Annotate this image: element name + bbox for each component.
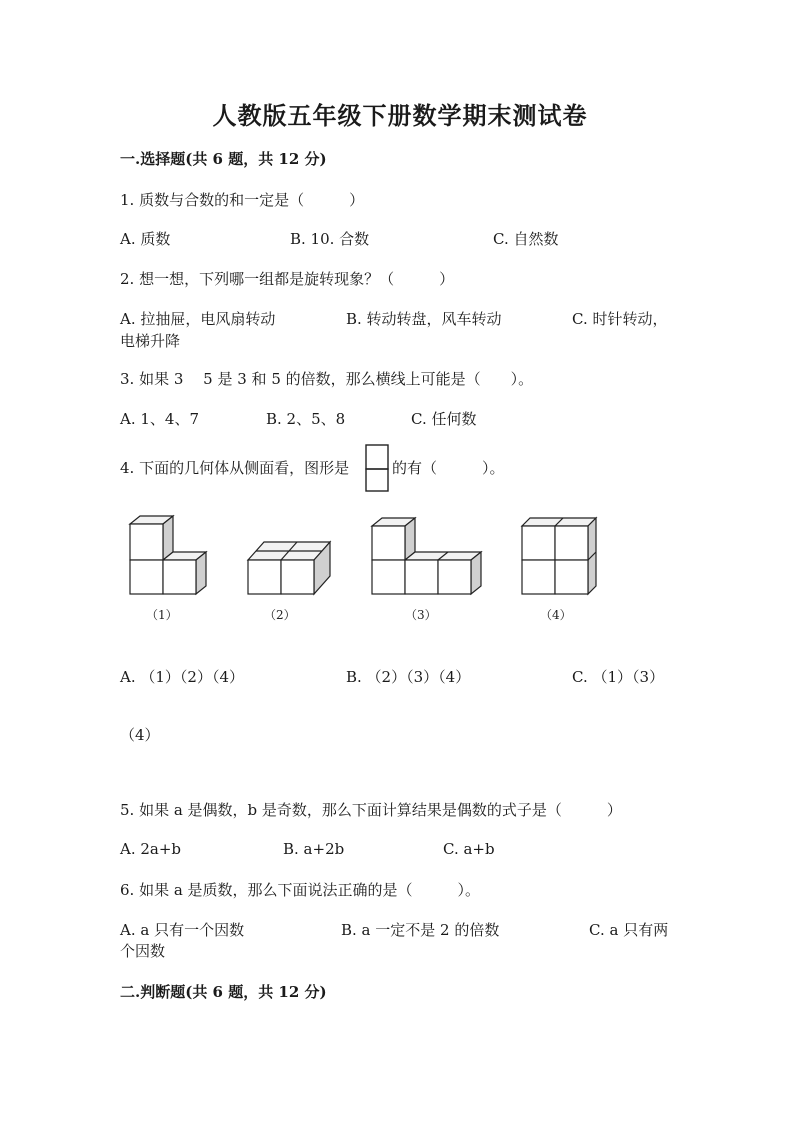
question-4-stem: 4. 下面的几何体从侧面看，图形是 — [120, 459, 350, 477]
question-6-option-a: A. a 只有一个因数 — [120, 921, 245, 939]
question-5-stem: 5. 如果 a 是偶数，b 是奇数，那么下面计算结果是偶数的式子是（ ） — [120, 801, 622, 819]
geometry-figures — [120, 512, 640, 602]
question-2-stem: 2. 想一想，下列哪一组都是旋转现象？（ ） — [120, 270, 455, 288]
question-2-option-a: A. 拉抽屉，电风扇转动 — [120, 310, 276, 328]
question-5-option-a: A. 2a+b — [120, 840, 182, 858]
question-2-option-c-continued: 电梯升降 — [120, 332, 181, 350]
question-1-option-b: B. 10. 合数 — [290, 230, 370, 248]
question-5-option-b: B. a+2b — [283, 840, 345, 858]
question-6-option-c: C. a 只有两 — [589, 921, 669, 939]
question-4-option-a: A. （1）（2）（4） — [120, 668, 244, 686]
question-4-option-c-continued: （4） — [120, 726, 160, 744]
question-2-option-c: C. 时针转动， — [572, 310, 668, 328]
question-3-option-a: A. 1、4、7 — [120, 410, 199, 428]
question-4-option-b: B. （2）（3）（4） — [346, 668, 471, 686]
question-4-option-c: C. （1）（3） — [572, 668, 665, 686]
question-6-option-c-continued: 个因数 — [120, 942, 166, 960]
question-6-option-b: B. a 一定不是 2 的倍数 — [341, 921, 500, 939]
figure-1 — [130, 516, 206, 594]
figure-3 — [372, 518, 481, 594]
figure-3-label: （3） — [405, 608, 437, 622]
section-heading-choice: 一.选择题(共 6 题，共 12 分) — [120, 150, 327, 168]
question-1-option-c: C. 自然数 — [493, 230, 559, 248]
figure-2 — [248, 542, 330, 594]
question-6-stem: 6. 如果 a 是质数，那么下面说法正确的是（ ）。 — [120, 881, 481, 899]
question-3-option-b: B. 2、5、8 — [266, 410, 346, 428]
question-1-option-a: A. 质数 — [120, 230, 171, 248]
question-3-option-c: C. 任何数 — [411, 410, 477, 428]
figure-4-label: （4） — [540, 608, 572, 622]
side-view-figure — [364, 443, 392, 495]
question-2-option-b: B. 转动转盘，风车转动 — [346, 310, 502, 328]
question-1-stem: 1. 质数与合数的和一定是（ ） — [120, 191, 365, 209]
question-4-stem-tail: 的有（ ）。 — [392, 459, 505, 477]
question-3-stem: 3. 如果 3 5 是 3 和 5 的倍数，那么横线上可能是（ ）。 — [120, 370, 534, 388]
question-5-option-c: C. a+b — [443, 840, 495, 858]
page-title: 人教版五年级下册数学期末测试卷 — [212, 101, 588, 130]
figure-1-label: （1） — [146, 608, 178, 622]
figure-4 — [522, 518, 596, 594]
section-heading-judgement: 二.判断题(共 6 题，共 12 分) — [120, 983, 327, 1001]
figure-2-label: （2） — [264, 608, 296, 622]
